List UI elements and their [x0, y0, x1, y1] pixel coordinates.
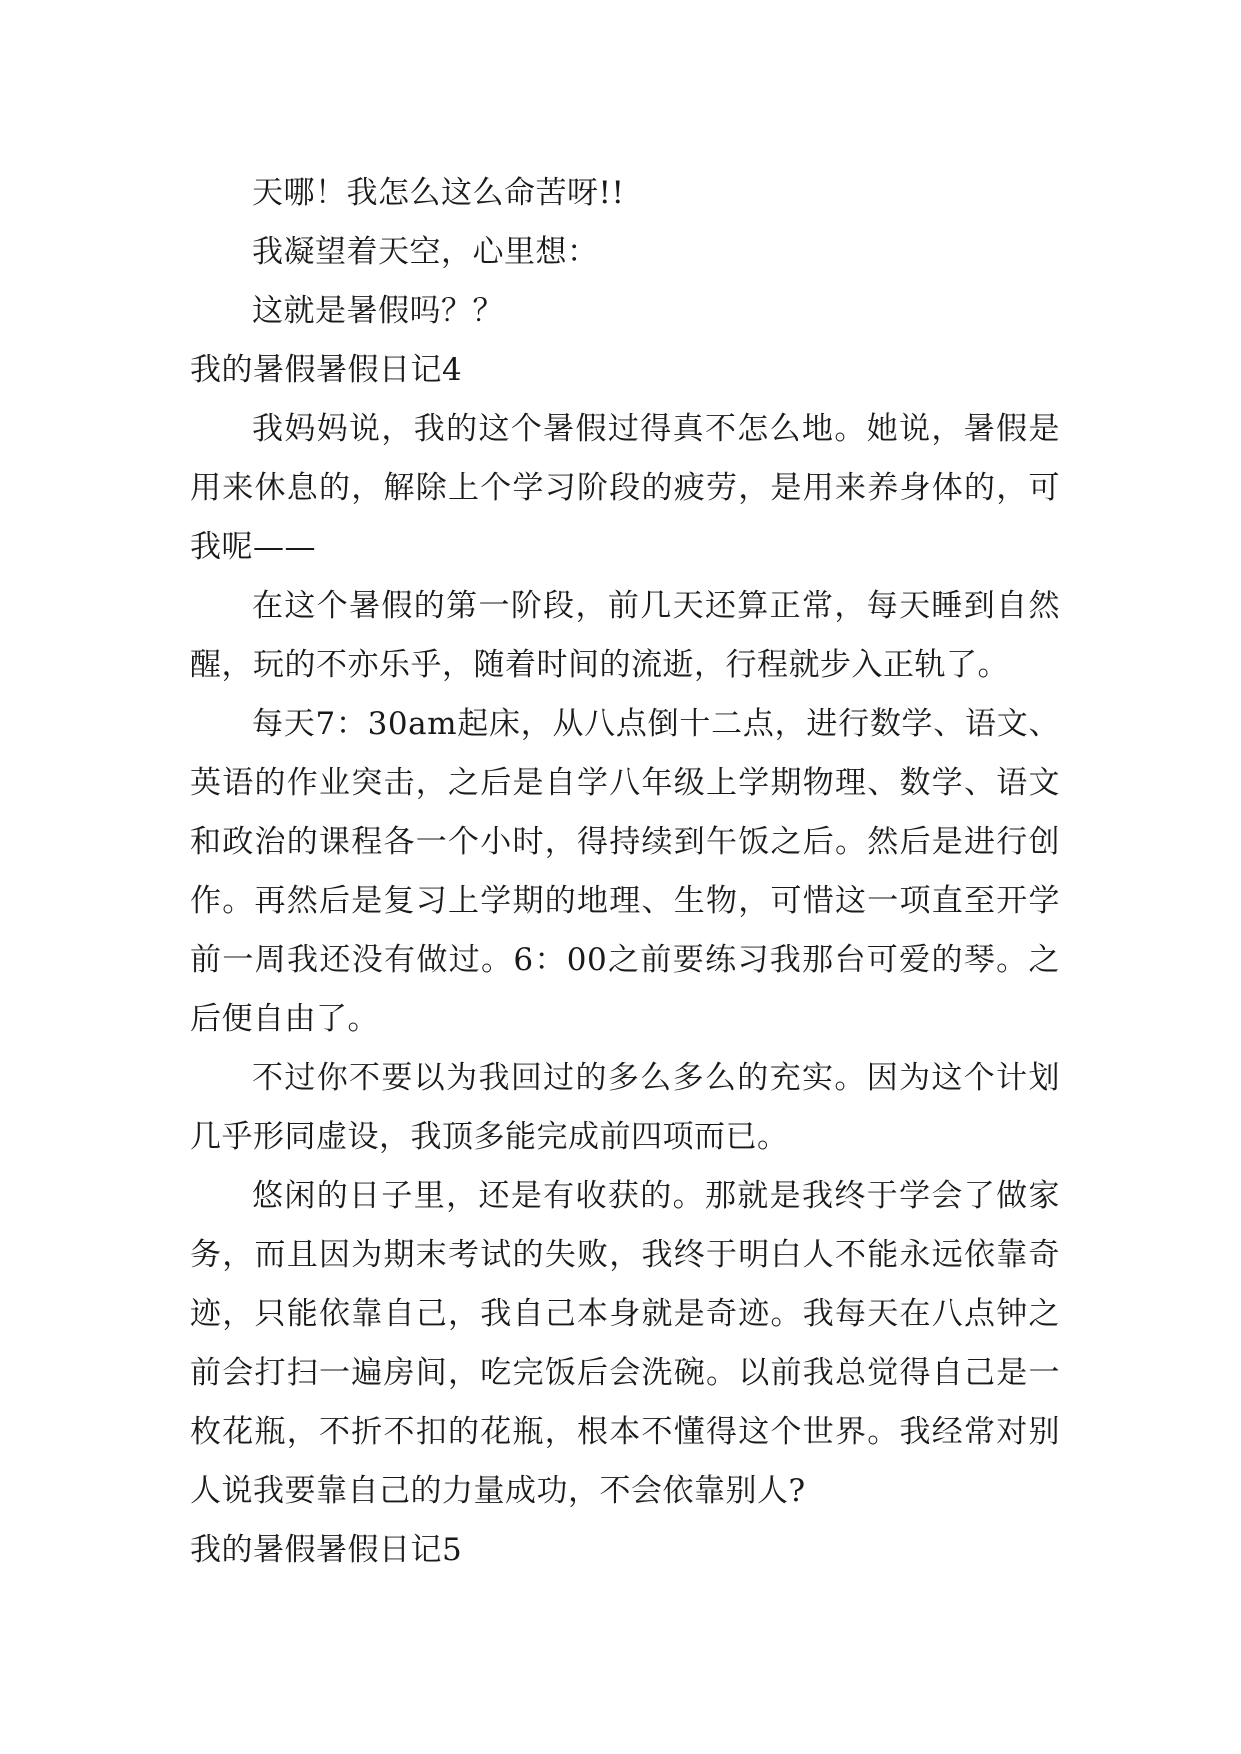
paragraph: 我妈妈说，我的这个暑假过得真不怎么地。她说，暑假是用来休息的，解除上个学习阶段的疲劳，是用来养身体的，可我呢——: [190, 411, 1060, 565]
paragraph: 这就是暑假吗？？: [252, 293, 504, 329]
paragraph: 在这个暑假的第一阶段，前几天还算正常，每天睡到自然醒，玩的不亦乐乎，随着时间的流逝，行程就步入正轨了。: [190, 588, 1060, 683]
section-heading: 我的暑假暑假日记4: [190, 352, 463, 388]
document-body: [190, 164, 1060, 1580]
paragraph: 不过你不要以为我回过的多么多么的充实。因为这个计划几乎形同虚设，我顶多能完成前四项而已。: [190, 1060, 1060, 1155]
paragraph: 每天7：30am起床，从八点倒十二点，进行数学、语文、英语的作业突击，之后是自学八年级上学期物理、数学、语文和政治的课程各一个小时，得持续到午饭之后。然后是进行创作。再然后是复习上学期的地理、生物，可惜这一项直至开学前一周我还没有做过。6：00之前要练习我那台可爱的琴。之后便自由了。: [190, 706, 1060, 1037]
paragraph: 天哪！我怎么这么命苦呀!!: [252, 175, 625, 211]
paragraph: 悠闲的日子里，还是有收获的。那就是我终于学会了做家务，而且因为期末考试的失败，我终于明白人不能永远依靠奇迹，只能依靠自己，我自己本身就是奇迹。我每天在八点钟之前会打扫一遍房间，吃完饭后会洗碗。以前我总觉得自己是一枚花瓶，不折不扣的花瓶，根本不懂得这个世界。我经常对别人说我要靠自己的力量成功，不会依靠别人?: [190, 1178, 1060, 1509]
section-heading: 我的暑假暑假日记5: [190, 1532, 463, 1568]
paragraph: 我凝望着天空，心里想：: [252, 234, 599, 270]
